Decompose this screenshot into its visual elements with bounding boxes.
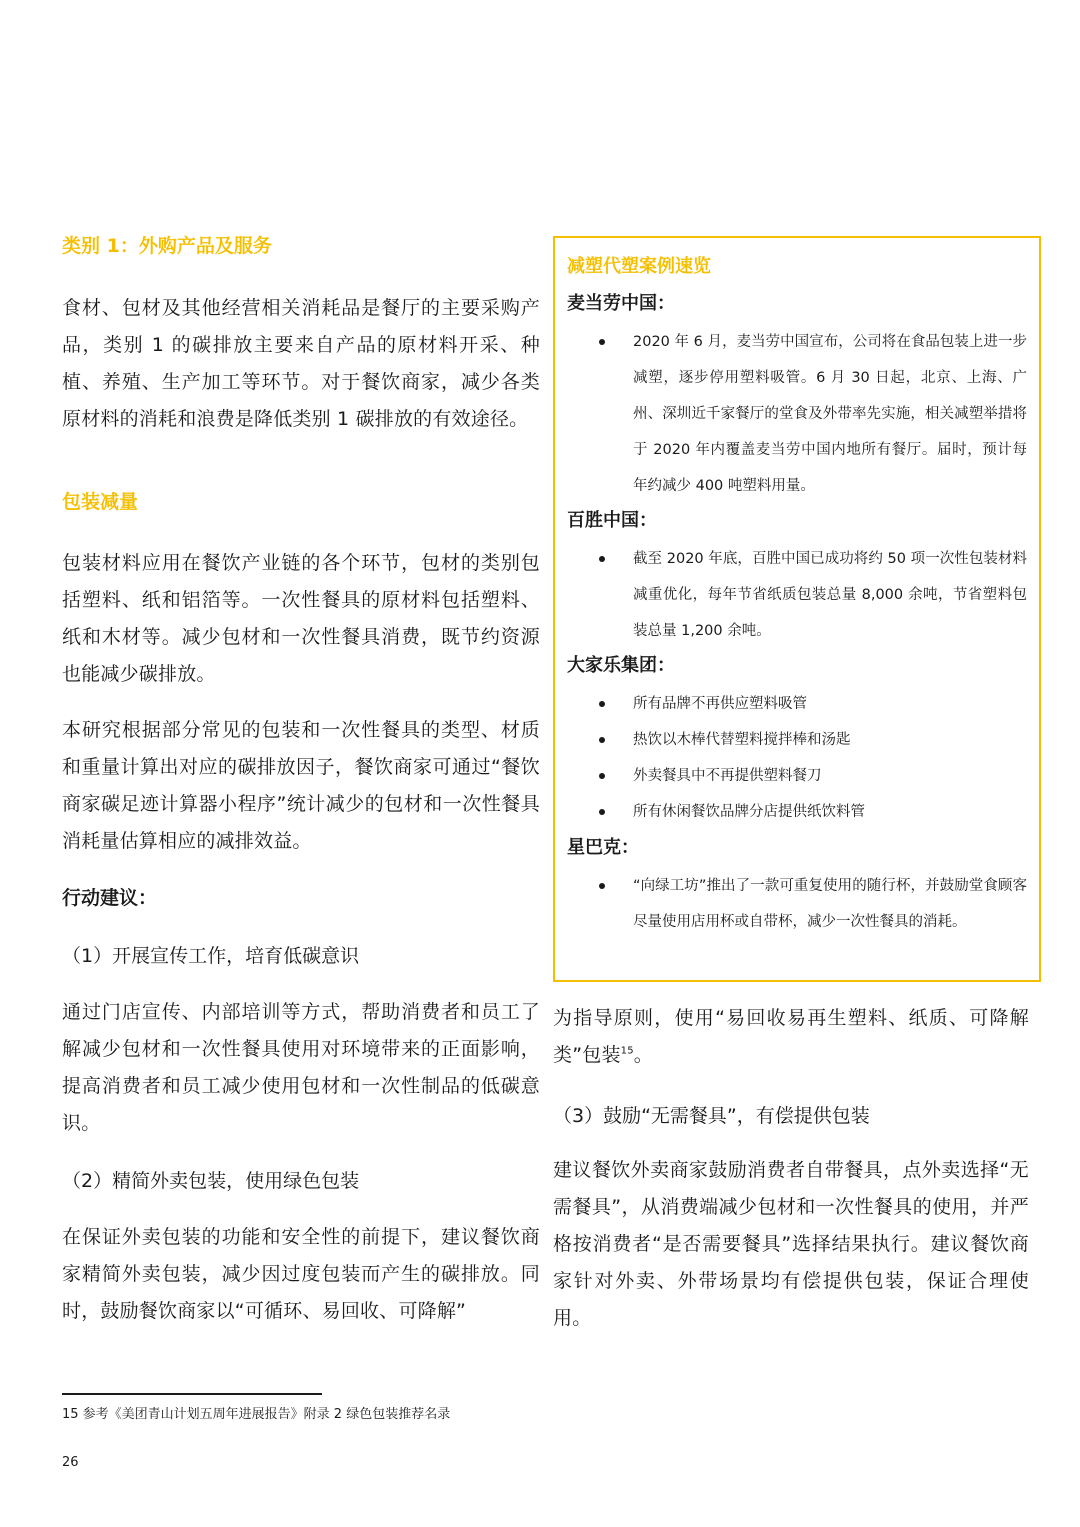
company-yum-china: 百胜中国：: [567, 510, 657, 531]
company-cafe-de-coral: 大家乐集团：: [567, 655, 675, 676]
action1-paragraph: 通过门店宣传、内部培训等方式，帮助消费者和员工了解减少包材和一次性餐具使用对环境带来的正面影响，提高消费者和员工减少使用包材和一次性制品的低碳意识。: [62, 1001, 540, 1134]
list-item: 所有休闲餐饮品牌分店提供纸饮料管: [555, 794, 1039, 830]
continuation-paragraph: 为指导原则，使用“易回收易再生塑料、纸质、可降解类”包装$^{15}$。: [553, 1007, 1029, 1066]
case-study-box: [553, 236, 1041, 982]
mcdonalds-list: [555, 324, 1039, 504]
case-box-title: 减塑代塑案例速览: [567, 256, 711, 277]
list-item: 热饮以木棒代替塑料搅拌棒和汤匙: [555, 722, 1039, 758]
bullet-icon: [599, 737, 605, 743]
page-number: 26: [62, 1455, 79, 1470]
action2-title: （2）精简外卖包装，使用绿色包装: [62, 1170, 360, 1192]
bullet-icon: [599, 883, 605, 889]
study-paragraph: 本研究根据部分常见的包装和一次性餐具的类型、材质和重量计算出对应的碳排放因子，餐饮商家可通过“餐饮商家碳足迹计算器小程序”统计减少的包材和一次性餐具消耗量估算相应的减排效益。: [62, 719, 540, 852]
company-mcdonalds: 麦当劳中国：: [567, 293, 675, 314]
packaging-paragraph: 包装材料应用在餐饮产业链的各个环节，包材的类别包括塑料、纸和铝箔等。一次性餐具的原材料包括塑料、纸和木材等。减少包材和一次性餐具消费，既节约资源也能减少碳排放。: [62, 552, 540, 685]
starbucks-list: [555, 868, 1039, 940]
bullet-icon: [599, 701, 605, 707]
bullet-icon: [599, 556, 605, 562]
action2-paragraph: 在保证外卖包装的功能和安全性的前提下，建议餐饮商家精简外卖包装，减少因过度包装而产生的碳排放。同时，鼓励餐饮商家以“可循环、易回收、可降解”: [62, 1226, 540, 1322]
footnote-divider: [62, 1393, 322, 1395]
action3-paragraph: 建议餐饮外卖商家鼓励消费者自带餐具，点外卖选择“无需餐具”，从消费端减少包材和一次性餐具的使用，并严格按消费者“是否需要餐具”选择结果执行。建议餐饮商家针对外卖、外带场景均有偿提供包装，保证合理使用。: [553, 1159, 1029, 1329]
bullet-icon: [599, 339, 605, 345]
section-heading: 类别 1：外购产品及服务: [62, 235, 272, 257]
bullet-icon: [599, 773, 605, 779]
action-heading: 行动建议：: [62, 887, 158, 909]
footnote-ref: 15: [620, 1045, 634, 1057]
bullet-icon: [599, 809, 605, 815]
footnote: 15 参考《美团青山计划五周年进展报告》附录 2 绿色包装推荐名录: [62, 1407, 451, 1422]
packaging-heading: 包装减量: [62, 491, 139, 513]
list-item: 所有品牌不再供应塑料吸管: [555, 686, 1039, 722]
yum-list: [555, 541, 1039, 649]
action1-title: （1）开展宣传工作，培育低碳意识: [62, 945, 360, 967]
action3-title: （3）鼓励“无需餐具”，有偿提供包装: [553, 1105, 870, 1127]
intro-paragraph: 食材、包材及其他经营相关消耗品是餐厅的主要采购产品，类别 1 的碳排放主要来自产品的原材料开采、种植、养殖、生产加工等环节。对于餐饮商家，减少各类原材料的消耗和浪费是降低类别 1 碳排放的有效途径。: [62, 297, 540, 430]
list-item: “向绿工坊”推出了一款可重复使用的随行杯，并鼓励堂食顾客尽量使用店用杯或自带杯，减少一次性餐具的消耗。: [555, 868, 1039, 940]
list-item: 2020 年 6 月，麦当劳中国宣布，公司将在食品包装上进一步减塑，逐步停用塑料吸管。6 月 30 日起，北京、上海、广州、深圳近千家餐厅的堂食及外带率先实施，相关减塑举措将于 2020 年内覆盖麦当劳中国内地所有餐厅。届时，预计每年约减少 400 吨塑料用量。: [555, 324, 1039, 504]
company-starbucks: 星巴克：: [567, 837, 639, 858]
list-item: 外卖餐具中不再提供塑料餐刀: [555, 758, 1039, 794]
list-item: 截至 2020 年底，百胜中国已成功将约 50 项一次性包装材料减重优化，每年节省纸质包装总量 8,000 余吨，节省塑料包装总量 1,200 余吨。: [555, 541, 1039, 649]
cafe-de-coral-list: [555, 686, 1039, 830]
